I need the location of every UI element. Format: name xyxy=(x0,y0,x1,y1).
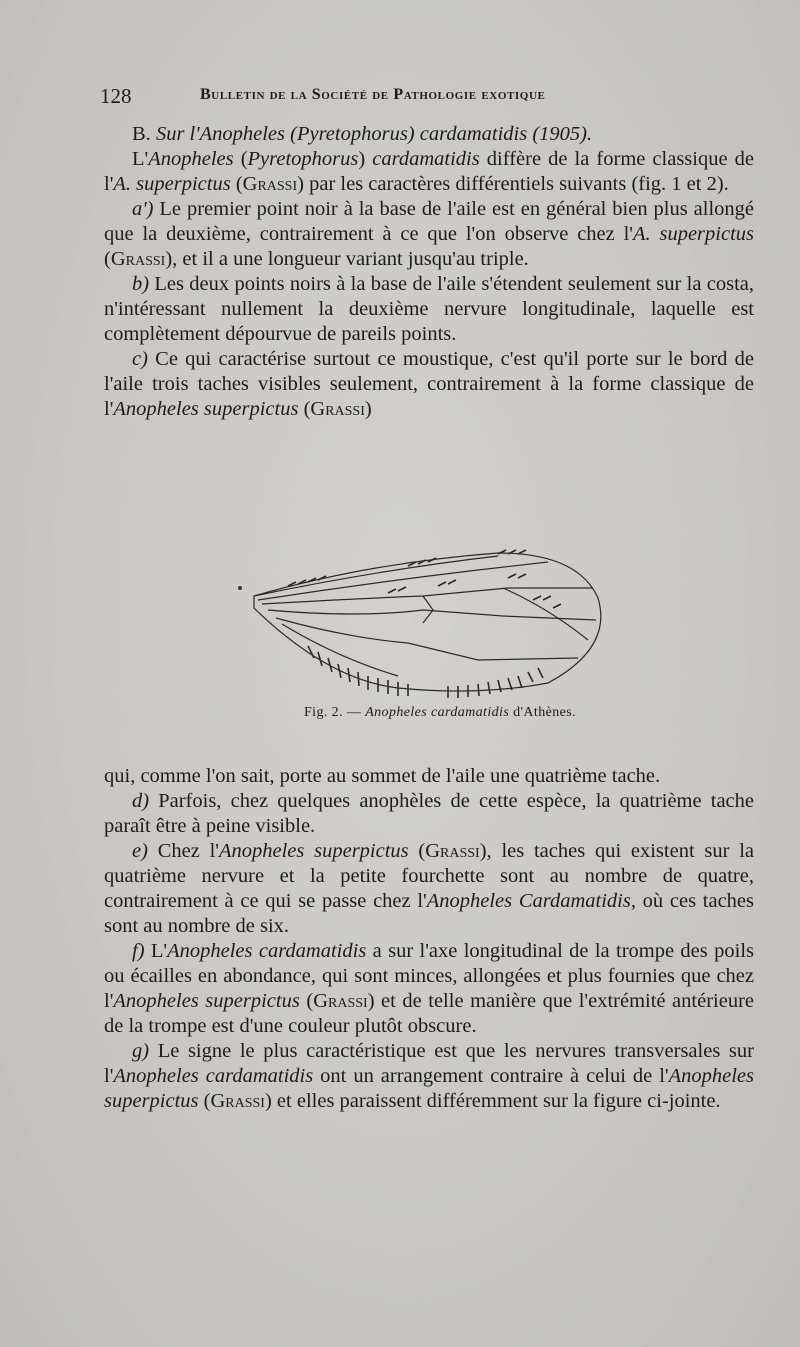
paragraph-a: a') Le premier point noir à la base de l'aile est en général bien plus allongé que la deuxième, contrairement à ce que l'on observe chez l'A. superpictus (Grassi), et il a une longueur variant jusqu'au triple. xyxy=(104,198,755,270)
wing-figure xyxy=(248,548,628,708)
running-head: Bulletin de la Société de Pathologie exotique xyxy=(200,86,546,103)
paragraph-d: d) Parfois, chez quelques anophèles de cette espèce, la quatrième tache paraît être à peine visible. xyxy=(104,790,754,837)
wing-vein-2 xyxy=(258,562,548,600)
paragraph-g: g) Le signe le plus caractéristique est que les nervures transversales sur l'Anopheles cardamatidis ont un arrangement contraire à celui de l'Anopheles superpictus (Grassi) et elles paraissent différemment sur la figure ci-jointe. xyxy=(104,1040,754,1112)
section-heading: B. Sur l'Anopheles (Pyretophorus) cardamatidis (1905). xyxy=(132,123,593,145)
wing-vein-5 xyxy=(276,618,578,660)
paragraph-c: c) Ce qui caractérise surtout ce moustique, c'est qu'il porte sur le bord de l'aile trois taches visibles seulement, contrairement à la forme classique de l'Anopheles superpictus (Grassi) xyxy=(104,348,754,420)
page-number: 128 xyxy=(100,84,132,108)
wing-vein-costa xyxy=(254,556,498,596)
paragraph-e: e) Chez l'Anopheles superpictus (Grassi), les taches qui existent sur la quatrième nervure et la petite fourchette sont au nombre de quatre, contrairement à ce qui se passe chez l'Anopheles Cardamatidis, où ces taches sont au nombre de six. xyxy=(104,840,755,937)
paragraph-f: f) L'Anopheles cardamatidis a sur l'axe longitudinal de la trompe des poils ou écailles en abondance, qui sont minces, allongées et plus fournies que chez l'Anopheles superpictus (Grassi) et de telle manière que l'extrémité antérieure de la trompe est d'une couleur plutôt obscure. xyxy=(104,940,754,1037)
ink-dot xyxy=(238,586,242,590)
wing-outline xyxy=(254,553,601,691)
paragraph-c-continued: qui, comme l'on sait, porte au sommet de l'aile une quatrième tache. xyxy=(104,765,661,787)
wing-vein-6 xyxy=(282,624,398,676)
paragraph-intro: L'Anopheles (Pyretophorus) cardamatidis diffère de la forme classique de l'A. superpictus (Grassi) par les caractères différentiels suivants (fig. 1 et 2). xyxy=(104,148,755,195)
text-block-bottom xyxy=(104,764,754,1114)
wing-vein-fork-2 xyxy=(503,588,588,640)
paragraph-b: b) Les deux points noirs à la base de l'aile s'étendent seulement sur la costa, n'intéressant nullement la deuxième nervure longitudinale, laquelle est complètement dépourvue de pareils points. xyxy=(104,273,754,345)
page-header xyxy=(100,84,660,114)
text-block-top xyxy=(104,122,754,422)
wing-vein-fork xyxy=(423,596,433,623)
figure-caption: Fig. 2. — Anopheles cardamatidis d'Athènes. xyxy=(304,705,576,720)
